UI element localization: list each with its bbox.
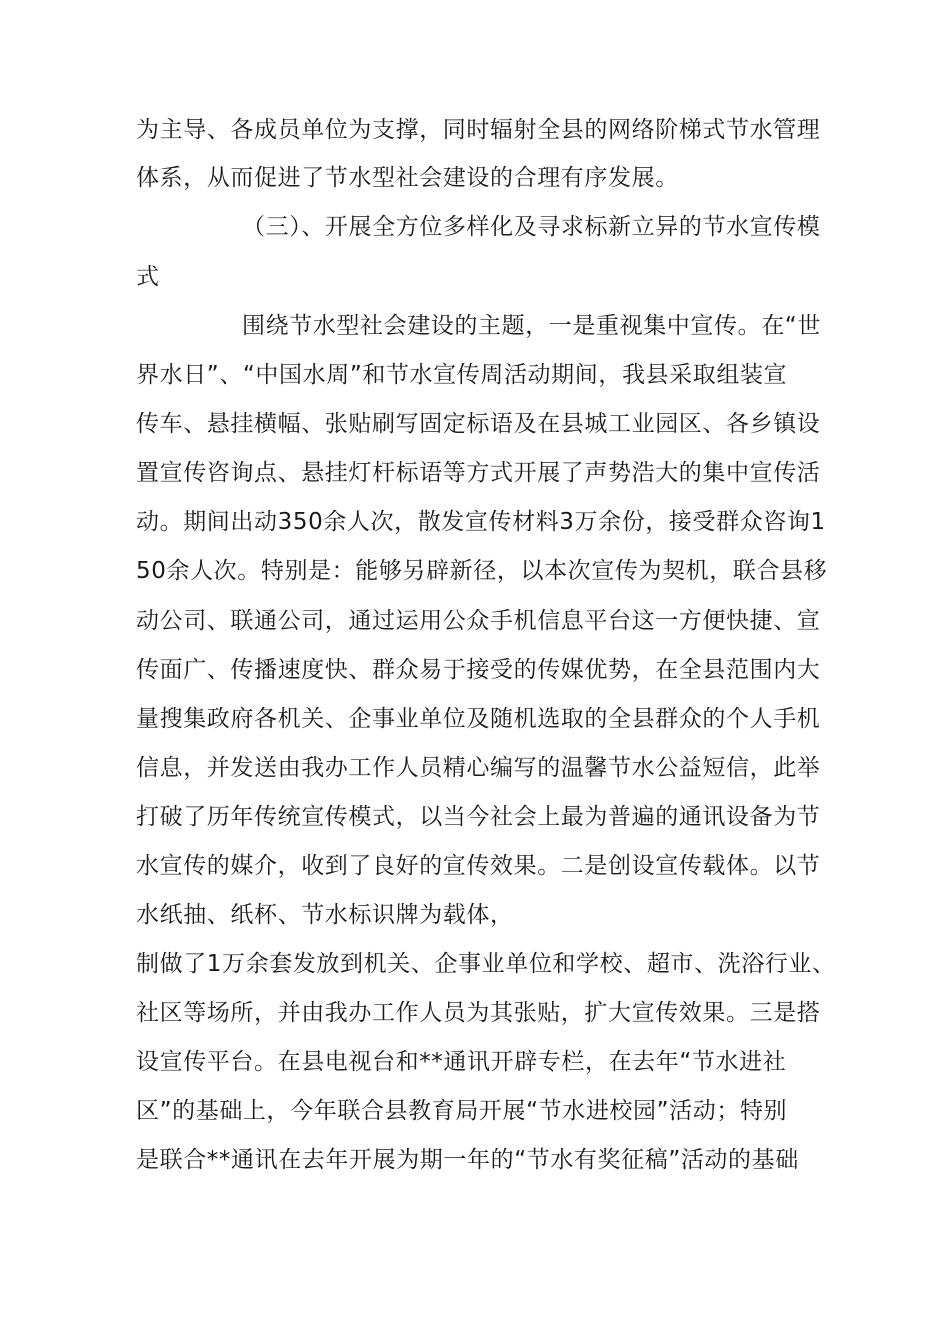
text-line: 50余人次。特别是：能够另辟新径，以本次宣传为契机，联合县移 bbox=[136, 558, 828, 584]
text-line: 信息，并发送由我办工作人员精心编写的温馨节水公益短信，此举 bbox=[136, 755, 821, 781]
text-line: 置宣传咨询点、悬挂灯杆标语等方式开展了声势浩大的集中宣传活 bbox=[136, 460, 821, 486]
text-line: 区”的基础上，今年联合县教育局开展“节水进校园”活动；特别 bbox=[136, 1098, 788, 1124]
text-line: 制做了1万余套发放到机关、企事业单位和学校、超市、洗浴行业、 bbox=[136, 951, 836, 977]
text-line: 传面广、传播速度快、群众易于接受的传媒优势，在全县范围内大 bbox=[136, 657, 821, 683]
text-line: 围绕节水型社会建设的主题，一是重视集中宣传。在“世 bbox=[242, 313, 821, 339]
text-line: 打破了历年传统宣传模式，以当今社会上最为普遍的通讯设备为节 bbox=[136, 804, 821, 830]
text-line: 水纸抽、纸杯、节水标识牌为载体， bbox=[136, 902, 514, 928]
section-heading: （三）、开展全方位多样化及寻求标新立异的节水宣传模 bbox=[242, 214, 821, 240]
text-line: 水宣传的媒介，收到了良好的宣传效果。二是创设宣传载体。以节 bbox=[136, 853, 821, 879]
text-line: 设宣传平台。在县电视台和**通讯开辟专栏，在去年“节水进社 bbox=[136, 1049, 787, 1075]
text-line: 为主导、各成员单位为支撑，同时辐射全县的网络阶梯式节水管理 bbox=[136, 117, 821, 143]
text-line: 动。期间出动350余人次，散发宣传材料3万余份，接受群众咨询1 bbox=[136, 509, 826, 535]
text-line: 量搜集政府各机关、企事业单位及随机选取的全县群众的个人手机 bbox=[136, 706, 821, 732]
text-line: 动公司、联通公司，通过运用公众手机信息平台这一方便快捷、宣 bbox=[136, 608, 821, 634]
section-heading: 式 bbox=[136, 264, 160, 290]
text-line: 是联合**通讯在去年开展为期一年的“节水有奖征稿”活动的基础 bbox=[136, 1147, 799, 1173]
text-line: 体系，从而促进了节水型社会建设的合理有序发展。 bbox=[136, 165, 679, 191]
text-line: 界水日”、“中国水周”和节水宣传周活动期间，我县采取组装宣 bbox=[136, 362, 788, 388]
text-line: 传车、悬挂横幅、张贴刷写固定标语及在县城工业园区、各乡镇设 bbox=[136, 411, 821, 437]
text-line: 社区等场所，并由我办工作人员为其张贴，扩大宣传效果。三是搭 bbox=[136, 1000, 821, 1026]
